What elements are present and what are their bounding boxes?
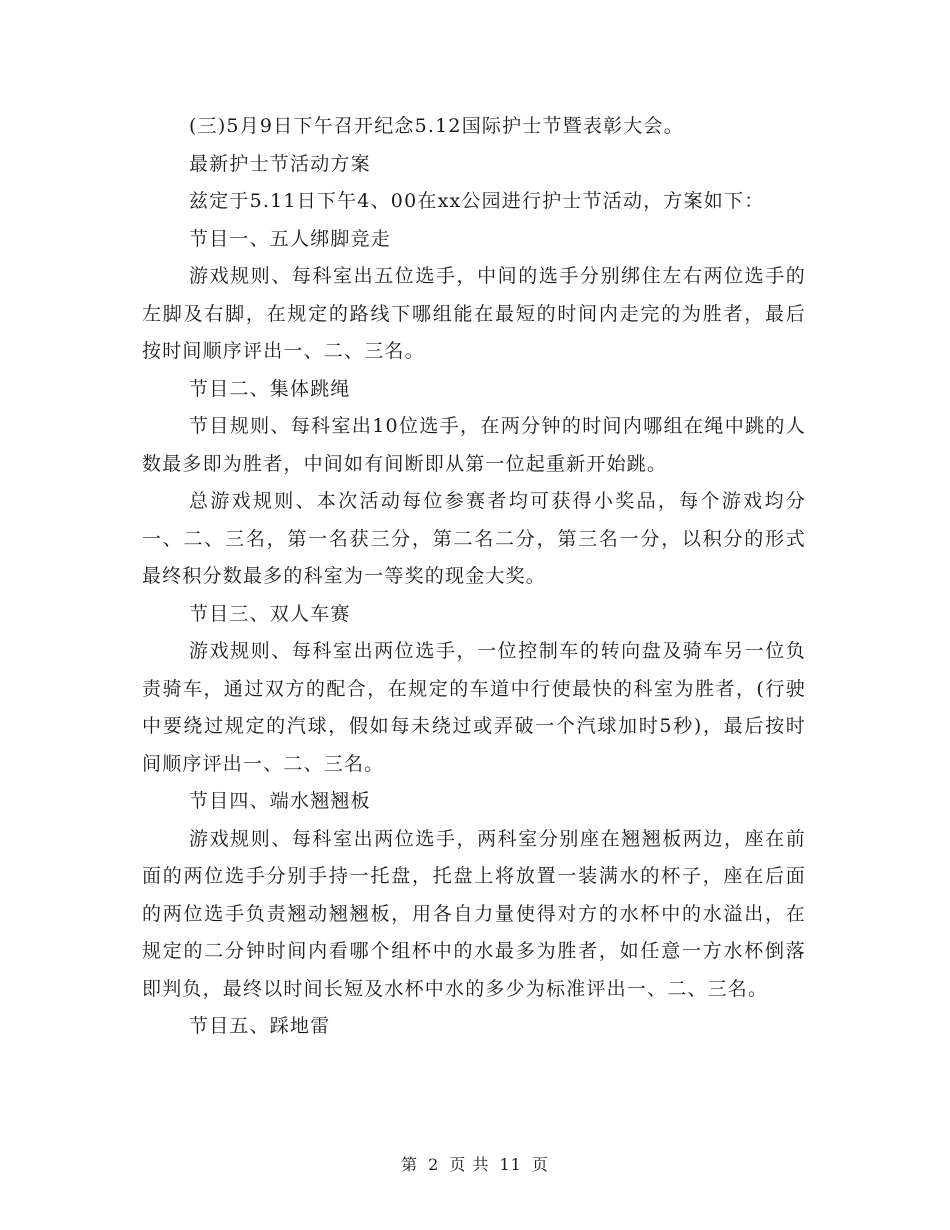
paragraph-intro: 兹定于5.11日下午4、00在xx公园进行护士节活动，方案如下：	[189, 190, 765, 212]
footer-page-number: 2	[428, 1155, 440, 1174]
footer-middle: 页 共	[449, 1155, 490, 1174]
footer-total-pages: 11	[499, 1155, 522, 1174]
footer-suffix: 页	[531, 1155, 549, 1174]
heading-program-4: 节目四、端水翘翘板	[189, 790, 371, 812]
paragraph-program-1-rules: 游戏规则、每科室出五位选手，中间的选手分别绑住左右两位选手的左脚及右脚，在规定的路线下哪组能在最短的时间内走完的为胜者，最后按时间顺序评出一、二、三名。	[142, 265, 806, 362]
heading-program-3: 节目三、双人车赛	[189, 602, 351, 625]
heading-program-2: 节目二、集体跳绳	[189, 377, 351, 400]
paragraph-overall-rules: 总游戏规则、本次活动每位参赛者均可获得小奖品，每个游戏均分一、二、三名，第一名获三分，第二名二分，第三名一分，以积分的形式最终积分数最多的科室为一等奖的现金大奖。	[142, 490, 806, 587]
heading-activity-plan: 最新护士节活动方案	[189, 152, 371, 175]
document-body	[142, 108, 806, 1046]
paragraph-program-4-rules: 游戏规则、每科室出两位选手，两科室分别座在翘翘板两边，座在前面的两位选手分别手持一托盘，托盘上将放置一装满水的杯子，座在后面的两位选手负责翘动翘翘板，用各自力量使得对方的水杯中的水溢出，在规定的二分钟时间内看哪个组杯中的水最多为胜者，如任意一方水杯倒落即判负，最终以时间长短及水杯中水的多少为标准评出一、二、三名。	[142, 827, 806, 1000]
page-footer	[0, 1152, 950, 1175]
paragraph-program-3-rules: 游戏规则、每科室出两位选手，一位控制车的转向盘及骑车另一位负责骑车，通过双方的配合，在规定的车道中行使最快的科室为胜者，(行驶中要绕过规定的汽球，假如每未绕过或弄破一个汽球加时5秒)，最后按时间顺序评出一、二、三名。	[142, 640, 806, 775]
footer-prefix: 第	[401, 1155, 419, 1174]
heading-program-1: 节目一、五人绑脚竞走	[189, 227, 392, 250]
heading-program-5: 节目五、踩地雷	[189, 1015, 331, 1037]
paragraph-nurses-day-meeting: (三)5月9日下午召开纪念5.12国际护士节暨表彰大会。	[189, 115, 684, 137]
paragraph-program-2-rules: 节目规则、每科室出10位选手，在两分钟的时间内哪组在绳中跳的人数最多即为胜者，中间如有间断即从第一位起重新开始跳。	[142, 415, 806, 475]
